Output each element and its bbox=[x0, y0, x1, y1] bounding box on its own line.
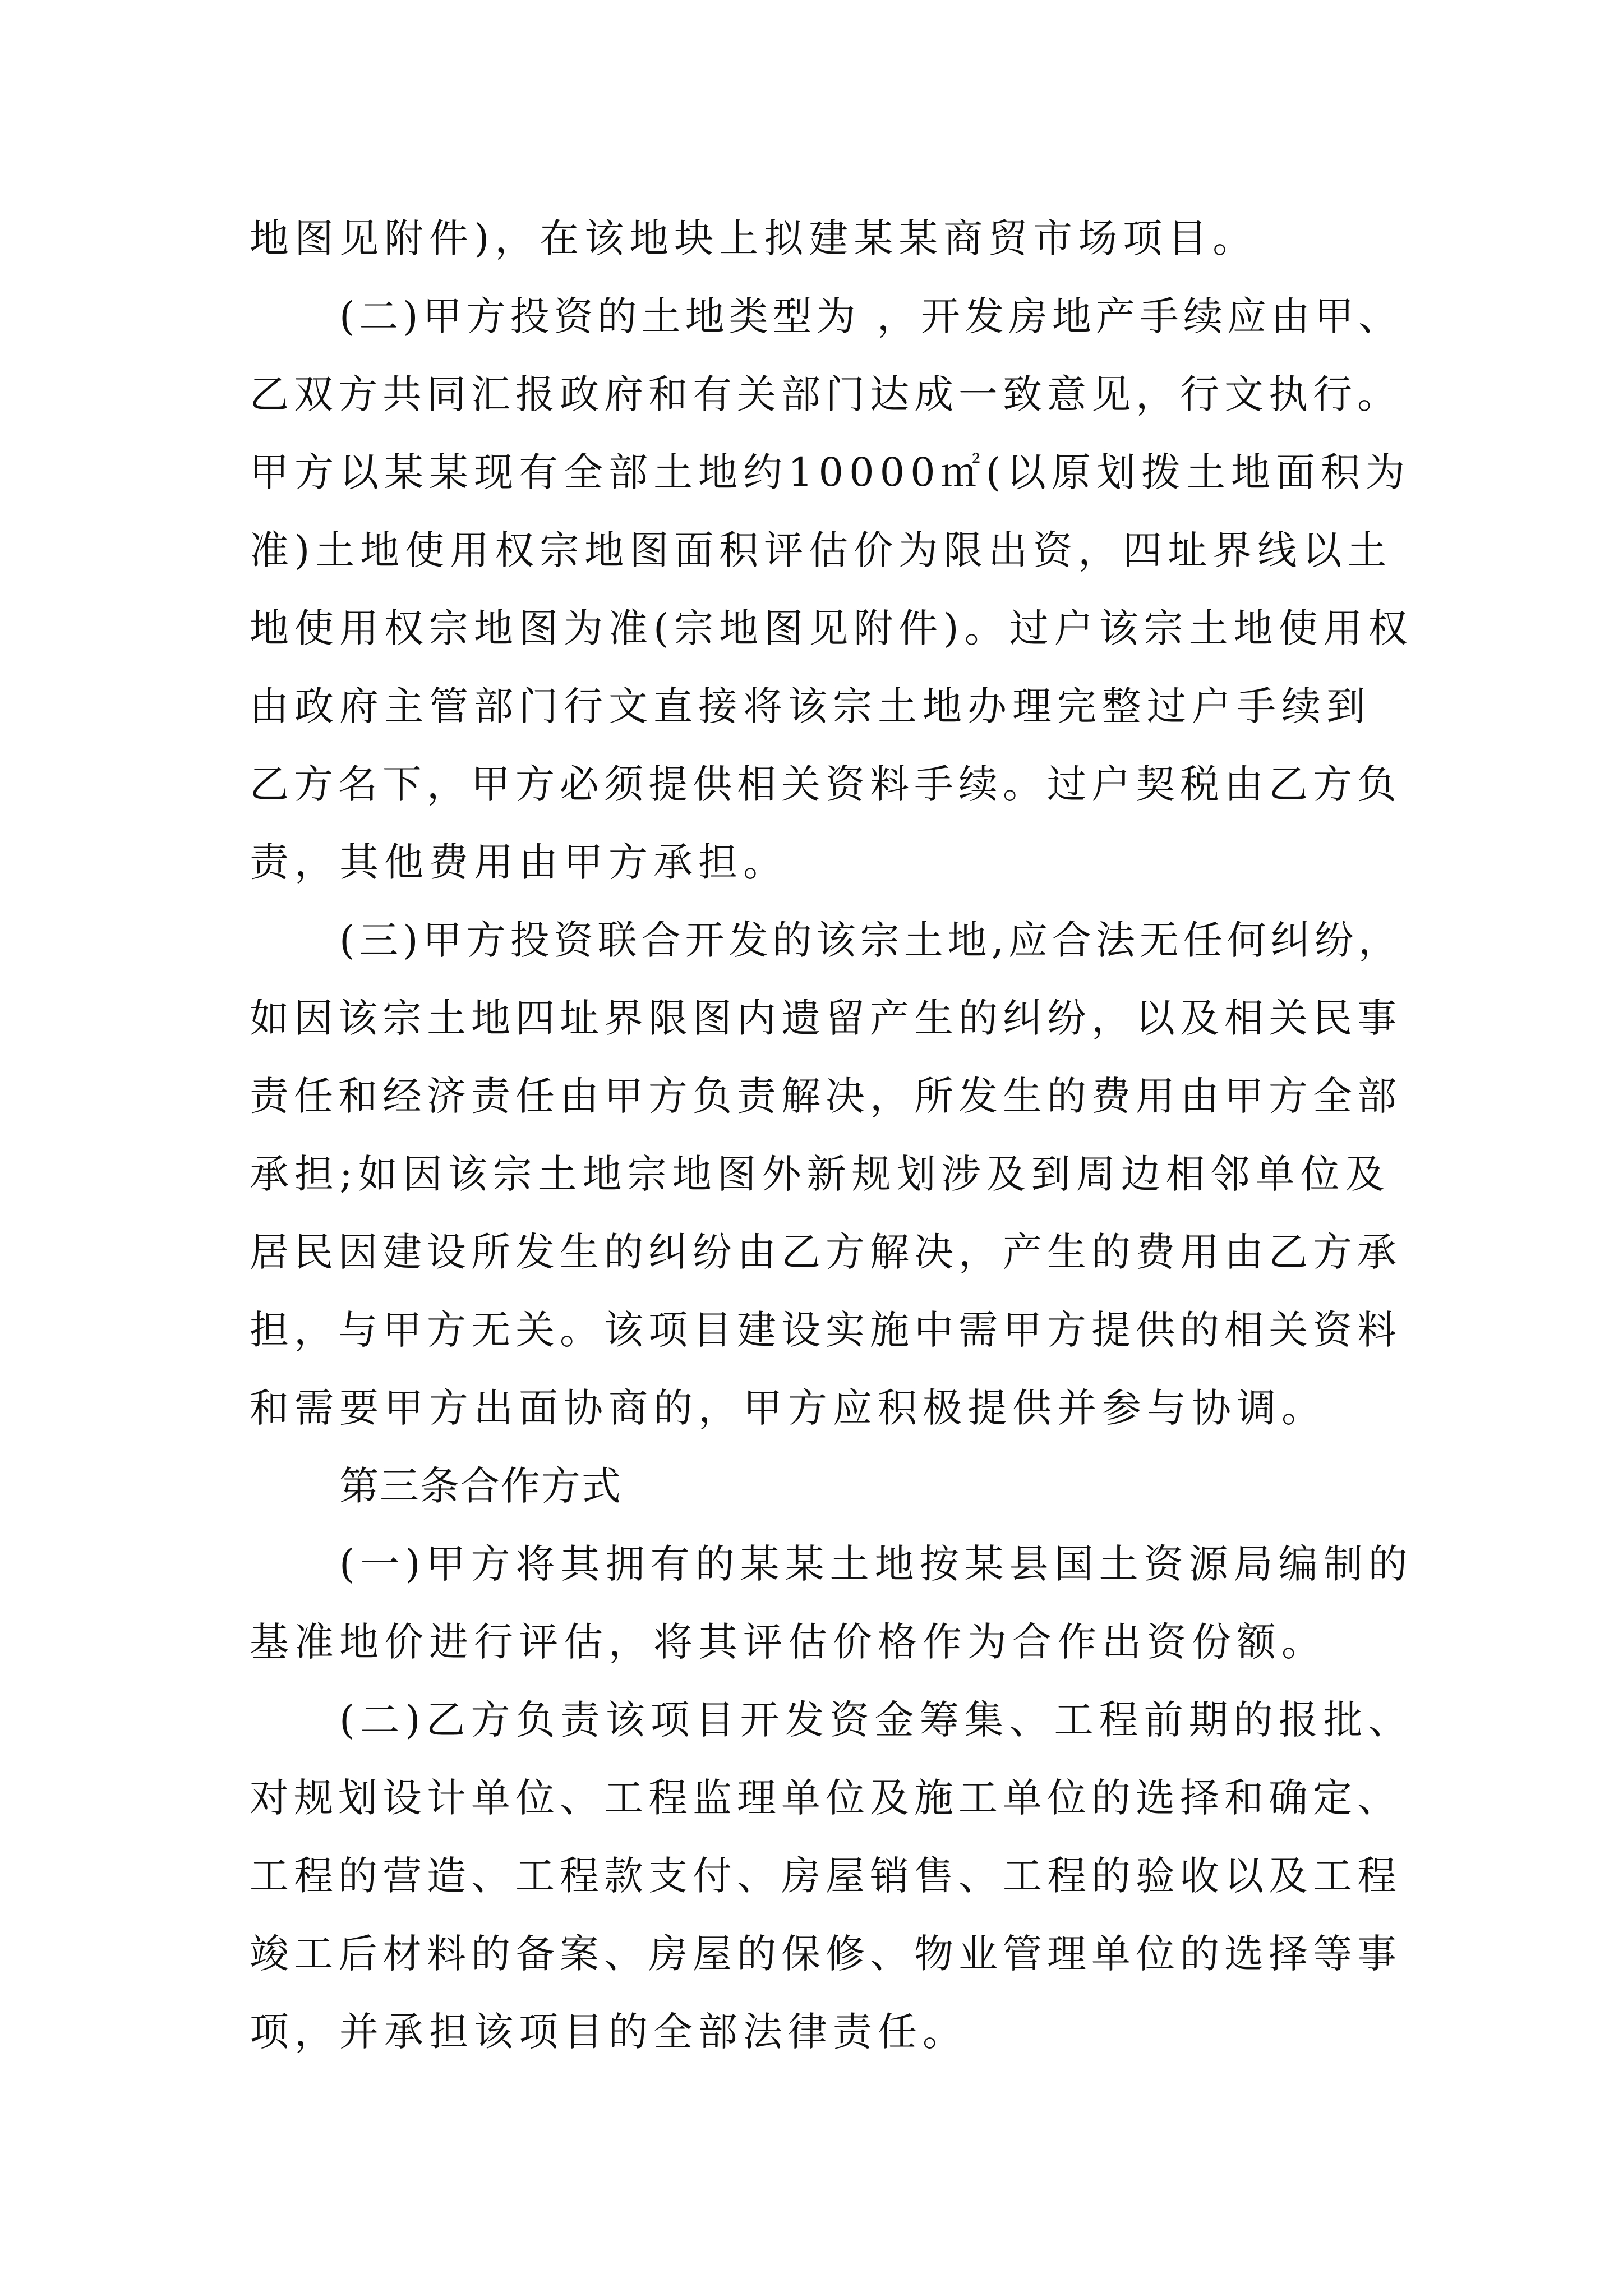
text-line: 如因该宗土地四址界限图内遗留产生的纠纷，以及相关民事 bbox=[250, 995, 1401, 1041]
text-line: 承担;如因该宗土地宗地图外新规划涉及到周边相邻单位及 bbox=[250, 1151, 1390, 1197]
text-line: (三)甲方投资联合开发的该宗土地,应合法无任何纠纷， bbox=[339, 917, 1402, 963]
text-line: 甲方以某某现有全部土地约10000㎡(以原划拨土地面积为 bbox=[250, 449, 1410, 495]
text-line: (一)甲方将其拥有的某某土地按某县国土资源局编制的 bbox=[339, 1541, 1413, 1587]
text-line: 居民因建设所发生的纠纷由乙方解决，产生的费用由乙方承 bbox=[250, 1229, 1401, 1275]
text-line: 项，并承担该项目的全部法律责任。 bbox=[250, 2009, 967, 2055]
text-line: 责任和经济责任由甲方负责解决，所发生的费用由甲方全部 bbox=[250, 1073, 1401, 1119]
text-line: 准)土地使用权宗地图面积评估价为限出资，四址界线以土 bbox=[250, 527, 1393, 573]
text-line: 由政府主管部门行文直接将该宗土地办理完整过户手续到 bbox=[250, 683, 1371, 729]
text-line: 地使用权宗地图为准(宗地图见附件)。过户该宗土地使用权 bbox=[250, 605, 1413, 651]
text-line: 责，其他费用由甲方承担。 bbox=[250, 839, 788, 885]
section-heading: 第三条合作方式 bbox=[339, 1463, 622, 1509]
text-line: 竣工后材料的备案、房屋的保修、物业管理单位的选择等事 bbox=[250, 1931, 1401, 1977]
text-line: 和需要甲方出面协商的，甲方应积极提供并参与协调。 bbox=[250, 1385, 1326, 1431]
text-line: 地图见附件)，在该地块上拟建某某商贸市场项目。 bbox=[250, 215, 1258, 261]
text-line: 乙双方共同汇报政府和有关部门达成一致意见，行文执行。 bbox=[250, 371, 1401, 417]
text-line: (二)甲方投资的土地类型为 ，开发房地产手续应由甲、 bbox=[339, 293, 1402, 339]
text-line: 基准地价进行评估，将其评估价格作为合作出资份额。 bbox=[250, 1619, 1326, 1665]
text-line: (二)乙方负责该项目开发资金筹集、工程前期的报批、 bbox=[339, 1697, 1413, 1743]
text-line: 工程的营造、工程款支付、房屋销售、工程的验收以及工程 bbox=[250, 1853, 1401, 1899]
text-line: 乙方名下，甲方必须提供相关资料手续。过户契税由乙方负 bbox=[250, 761, 1401, 807]
text-line: 对规划设计单位、工程监理单位及施工单位的选择和确定、 bbox=[250, 1775, 1401, 1821]
text-line: 担，与甲方无关。该项目建设实施中需甲方提供的相关资料 bbox=[250, 1307, 1401, 1353]
